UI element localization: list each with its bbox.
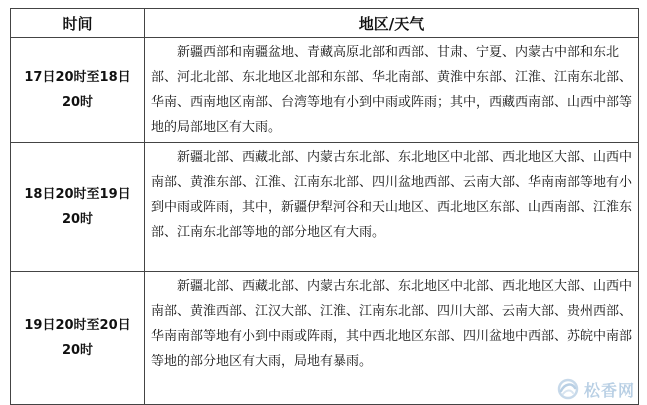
time-period-cell: 17日20时至18日20时: [11, 38, 145, 143]
table-row: [11, 272, 639, 405]
time-period-cell: 19日20时至20日20时: [11, 272, 145, 405]
time-period-cell: 18日20时至19日20时: [11, 143, 145, 272]
header-time: 时间: [11, 9, 145, 38]
table-row: [11, 38, 639, 143]
watermark: [556, 377, 635, 401]
weather-description-cell: 新疆西部和南疆盆地、青藏高原北部和西部、甘肃、宁夏、内蒙古中部和东北部、河北北部、东北地区北部和东部、华北南部、黄淮中东部、江淮、江南东北部、华南、西南地区南部、台湾等地有小到中雨或阵雨；其中，西藏西南部、山西中部等地的局部地区有大雨。: [145, 38, 639, 143]
weather-description-cell: 新疆北部、西藏北部、内蒙古东北部、东北地区中北部、西北地区大部、山西中南部、黄淮西部、江汉大部、江淮、江南东北部、四川大部、云南大部、贵州西部、华南南部等地有小到中雨或阵雨，其中西北地区东部、四川盆地中西部、苏皖中南部等地的部分地区有大雨，局地有暴雨。: [145, 272, 639, 405]
swirl-logo-icon: [556, 377, 580, 401]
table-row: [11, 143, 639, 272]
forecast-table: [10, 8, 639, 405]
table-header-row: [11, 9, 639, 38]
watermark-text: 松香网: [583, 380, 635, 400]
weather-description-cell: 新疆北部、西藏北部、内蒙古东北部、东北地区中北部、西北地区大部、山西中南部、黄淮东部、江淮、江南东北部、四川盆地西部、云南大部、华南南部等地有小到中雨或阵雨，其中，新疆伊犁河谷和天山地区、西北地区东部、山西南部、江淮东部、江南东北部等地的部分地区有大雨。: [145, 143, 639, 272]
header-weather: 地区/天气: [145, 9, 639, 38]
